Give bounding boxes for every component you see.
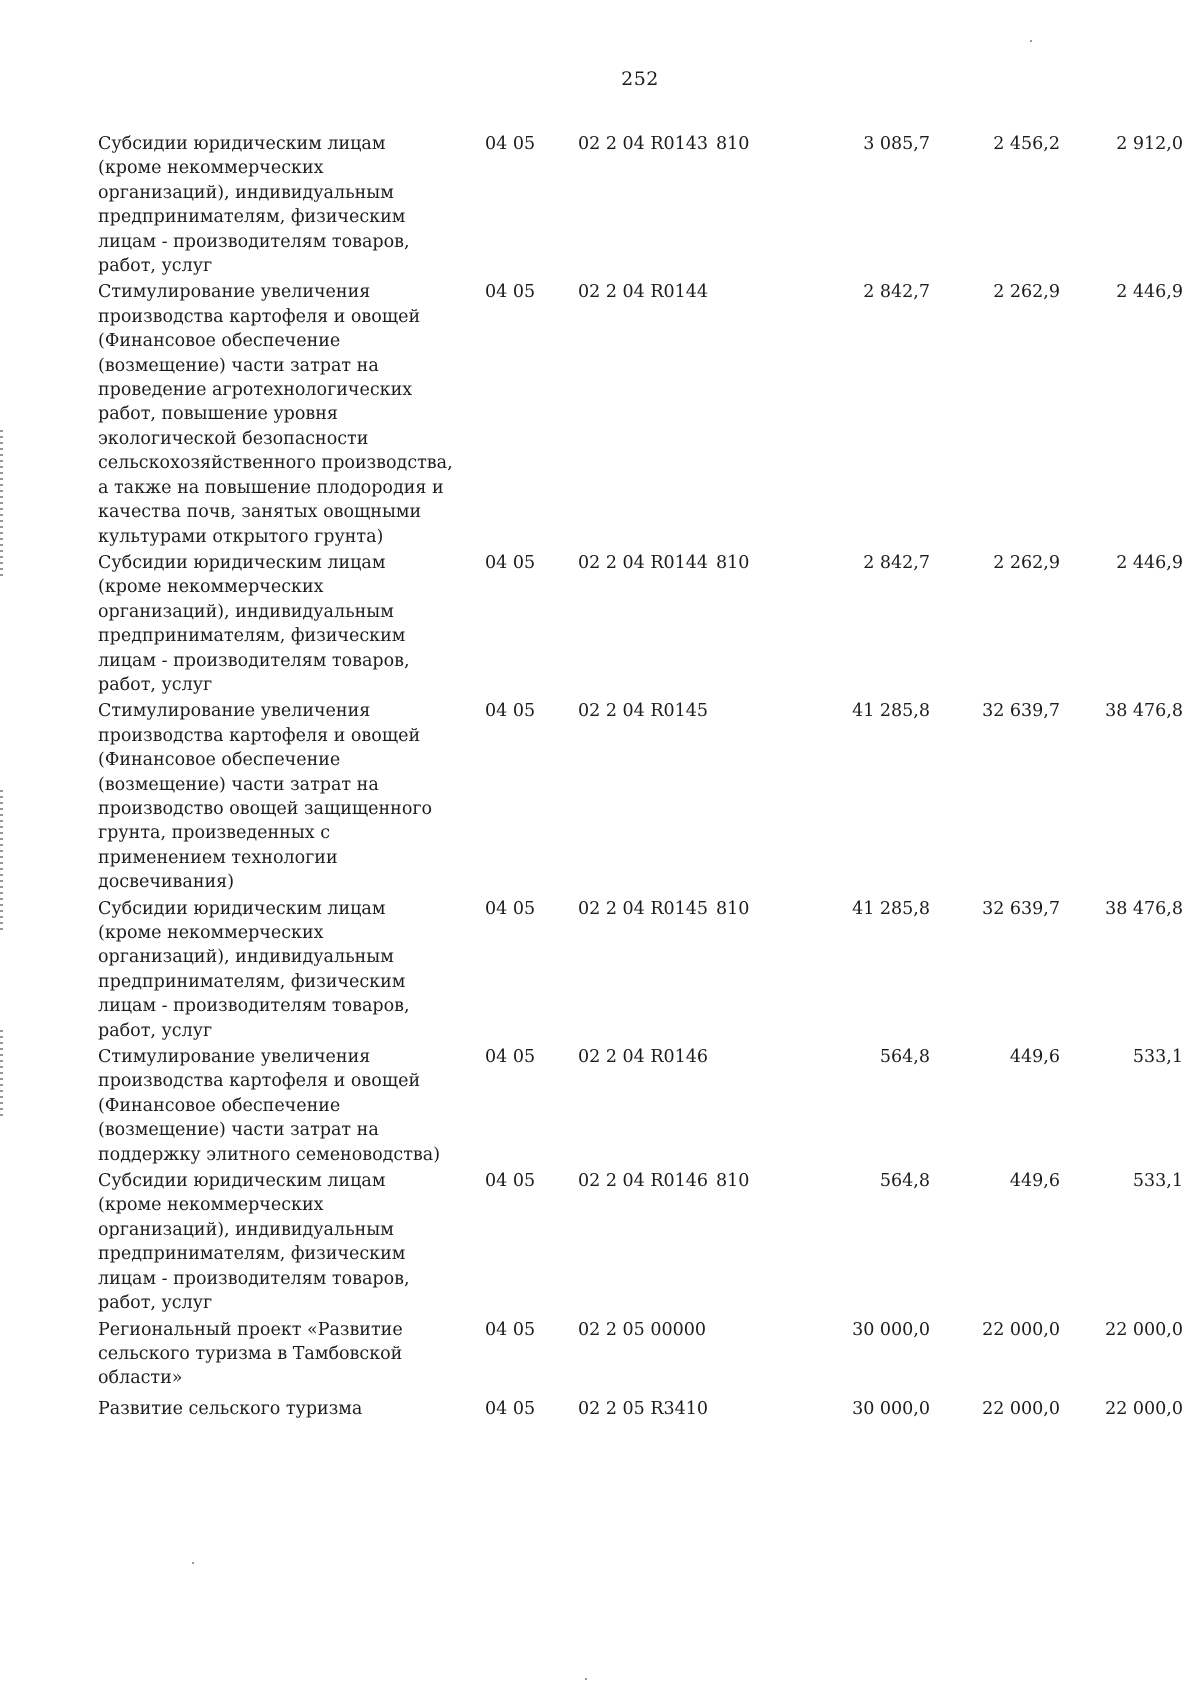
row-target-article: 02 2 05 00000 bbox=[578, 1319, 707, 1340]
scan-edge-noise bbox=[0, 1030, 3, 1120]
row-amount-year-3: 22 000,0 bbox=[1105, 1398, 1183, 1419]
scan-speck bbox=[192, 1562, 194, 1564]
row-section-code: 04 05 bbox=[485, 134, 536, 154]
row-description: Стимулирование увеличения производства картофеля и овощей (Финансовое обеспечение (возмещение) части затрат на проведение агротехнологических работ, повышение уровня экологической безопасности сельскохозяйственного производства, а также на повышение плодородия и качества почв, занятых овощными культурами открытого грунта) bbox=[98, 282, 453, 547]
row-section-code: 04 05 bbox=[485, 1047, 536, 1068]
row-amount-year-2: 2 262,9 bbox=[993, 282, 1060, 303]
row-target-article: 02 2 04 R0144 bbox=[578, 552, 709, 573]
row-amount-year-2: 2 262,9 bbox=[993, 552, 1060, 573]
row-amount-year-2: 32 639,7 bbox=[982, 701, 1060, 722]
row-amount-year-1: 30 000,0 bbox=[852, 1398, 930, 1419]
row-description: Региональный проект «Развитие сельского туризма в Тамбовской области» bbox=[98, 1319, 403, 1389]
table-row bbox=[98, 1318, 1183, 1391]
row-amount-year-3: 2 446,9 bbox=[1116, 552, 1183, 573]
row-amount-year-3: 38 476,8 bbox=[1105, 898, 1183, 919]
row-section-code: 04 05 bbox=[485, 552, 536, 573]
row-section-code: 04 05 bbox=[485, 701, 536, 722]
row-target-article: 02 2 04 R0146 bbox=[578, 1047, 709, 1068]
table-row bbox=[98, 1045, 1183, 1167]
table-row bbox=[98, 280, 1183, 548]
row-amount-year-1: 41 285,8 bbox=[852, 898, 930, 919]
row-description: Развитие сельского туризма bbox=[98, 1398, 363, 1419]
row-description: Стимулирование увеличения производства картофеля и овощей (Финансовое обеспечение (возмещение) части затрат на поддержку элитного семеноводства) bbox=[98, 1047, 441, 1165]
row-amount-year-2: 22 000,0 bbox=[982, 1398, 1060, 1419]
row-amount-year-3: 38 476,8 bbox=[1105, 701, 1183, 722]
row-expense-type: 810 bbox=[716, 1171, 750, 1192]
row-description: Стимулирование увеличения производства картофеля и овощей (Финансовое обеспечение (возмещение) части затрат на производство овощей защищенного грунта, произведенных с применением технологии досвечивания) bbox=[98, 701, 433, 893]
budget-table bbox=[98, 132, 1183, 1421]
row-description: Субсидии юридическим лицам (кроме некоммерческих организаций), индивидуальным предпринимателям, физическим лицам - производителям товаров, работ, услуг bbox=[98, 898, 410, 1041]
row-target-article: 02 2 04 R0146 bbox=[578, 1171, 709, 1192]
scan-edge-noise bbox=[0, 430, 3, 580]
row-target-article: 02 2 04 R0145 bbox=[578, 898, 709, 919]
table-row bbox=[98, 699, 1183, 894]
table-row bbox=[98, 1397, 1183, 1421]
row-description: Субсидии юридическим лицам (кроме некоммерческих организаций), индивидуальным предпринимателям, физическим лицам - производителям товаров, работ, услуг bbox=[98, 552, 410, 695]
row-description: Субсидии юридическим лицам (кроме некоммерческих организаций), индивидуальным предпринимателям, физическим лицам - производителям товаров, работ, услуг bbox=[98, 1171, 410, 1314]
row-target-article: 02 2 04 R0145 bbox=[578, 701, 709, 722]
row-amount-year-1: 564,8 bbox=[879, 1047, 930, 1068]
row-amount-year-2: 22 000,0 bbox=[982, 1319, 1060, 1340]
row-section-code: 04 05 bbox=[485, 1319, 536, 1340]
row-amount-year-3: 2 912,0 bbox=[1116, 134, 1183, 154]
row-amount-year-1: 2 842,7 bbox=[863, 282, 930, 303]
row-amount-year-3: 22 000,0 bbox=[1105, 1319, 1183, 1340]
page-number: 252 bbox=[621, 68, 659, 90]
row-amount-year-2: 449,6 bbox=[1009, 1047, 1060, 1068]
row-section-code: 04 05 bbox=[485, 282, 536, 303]
row-expense-type: 810 bbox=[716, 898, 750, 919]
row-amount-year-2: 32 639,7 bbox=[982, 898, 1060, 919]
row-section-code: 04 05 bbox=[485, 898, 536, 919]
scan-speck bbox=[1030, 40, 1032, 42]
row-section-code: 04 05 bbox=[485, 1398, 536, 1419]
scan-edge-noise bbox=[0, 790, 3, 930]
row-amount-year-2: 449,6 bbox=[1009, 1171, 1060, 1192]
row-target-article: 02 2 05 R3410 bbox=[578, 1398, 709, 1419]
table-row bbox=[98, 551, 1183, 697]
table-row bbox=[98, 897, 1183, 1043]
row-amount-year-3: 533,1 bbox=[1132, 1047, 1183, 1068]
row-target-article: 02 2 04 R0143 bbox=[578, 134, 709, 154]
scan-speck bbox=[585, 1678, 587, 1680]
table-row bbox=[98, 1169, 1183, 1315]
row-section-code: 04 05 bbox=[485, 1171, 536, 1192]
row-target-article: 02 2 04 R0144 bbox=[578, 282, 709, 303]
row-amount-year-1: 564,8 bbox=[879, 1171, 930, 1192]
row-amount-year-1: 3 085,7 bbox=[863, 134, 930, 154]
row-amount-year-3: 2 446,9 bbox=[1116, 282, 1183, 303]
row-amount-year-1: 2 842,7 bbox=[863, 552, 930, 573]
row-amount-year-2: 2 456,2 bbox=[993, 134, 1060, 154]
row-description: Субсидии юридическим лицам (кроме некоммерческих организаций), индивидуальным предпринимателям, физическим лицам - производителям товаров, работ, услуг bbox=[98, 134, 410, 277]
row-amount-year-3: 533,1 bbox=[1132, 1171, 1183, 1192]
row-expense-type: 810 bbox=[716, 552, 750, 573]
table-row bbox=[98, 132, 1183, 278]
row-amount-year-1: 30 000,0 bbox=[852, 1319, 930, 1340]
row-expense-type: 810 bbox=[716, 134, 750, 154]
row-amount-year-1: 41 285,8 bbox=[852, 701, 930, 722]
